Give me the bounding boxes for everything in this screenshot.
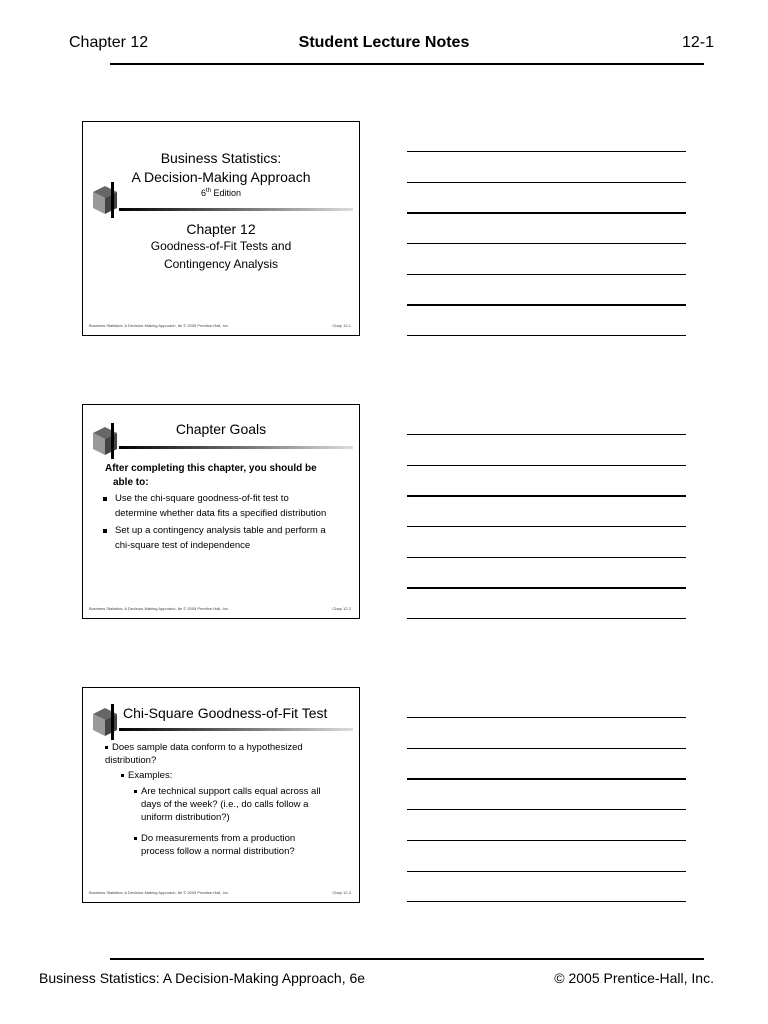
- note-line: [407, 871, 686, 872]
- note-line: [407, 748, 686, 749]
- slide-intro: After completing this chapter, you should be able to:: [105, 463, 317, 488]
- footer-copyright: © 2005 Prentice-Hall, Inc.: [554, 970, 714, 986]
- list-item: Use the chi-square goodness-of-fit test to determine whether data fits a specified distribution: [103, 491, 355, 521]
- note-line: [407, 304, 686, 306]
- note-line: [407, 778, 686, 780]
- header-chapter: Chapter 12: [69, 34, 149, 51]
- note-line: [407, 243, 686, 244]
- footer-book-title: Business Statistics: A Decision-Making Approach, 6e: [39, 970, 366, 986]
- header-title: Student Lecture Notes: [298, 34, 470, 51]
- note-line: [407, 717, 686, 718]
- note-line: [407, 840, 686, 841]
- note-line: [407, 587, 686, 589]
- slide-edition: 6th Edition: [200, 188, 242, 198]
- slide-footer-right: Chap 12-1: [332, 323, 351, 328]
- slide-title-line2: A Decision-Making Approach: [131, 169, 311, 185]
- header-rule: [110, 63, 704, 65]
- note-line: [407, 182, 686, 183]
- note-line: [407, 901, 686, 902]
- slide-title-divider: [119, 208, 353, 211]
- slide-title: Chapter Goals: [175, 421, 267, 437]
- note-line: [407, 618, 686, 619]
- note-line: [407, 151, 686, 152]
- slide-footer-right: Chap 12-3: [332, 890, 351, 895]
- list-item: Examples:: [121, 769, 321, 782]
- list-item: Do measurements from a production process follow a normal distribution?: [134, 832, 356, 858]
- slide-footer-left: Business Statistics: A Decision-Making Approach, 6e © 2005 Prentice-Hall, Inc.: [89, 890, 229, 895]
- note-line: [407, 274, 686, 275]
- note-line: [407, 335, 686, 336]
- slide-subtitle-line2: Contingency Analysis: [163, 257, 279, 271]
- slide-3: [82, 687, 360, 903]
- note-line: [407, 526, 686, 527]
- slide-title-divider: [119, 446, 353, 449]
- slide-footer-left: Business Statistics: A Decision-Making Approach, 6e © 2005 Prentice-Hall, Inc.: [89, 606, 229, 611]
- slide-subtitle-line1: Goodness-of-Fit Tests and: [150, 239, 292, 253]
- list-item: Are technical support calls equal across all days of the week? (i.e., do calls follow a uniform distribution?): [134, 785, 356, 824]
- slide-title: Chi-Square Goodness-of-Fit Test: [123, 705, 328, 721]
- slide-1: [82, 121, 360, 336]
- bullet-icon: [103, 497, 107, 501]
- bullet-icon: [134, 790, 137, 793]
- bullet-icon: [134, 837, 137, 840]
- slide-footer-left: Business Statistics: A Decision-Making Approach, 6e © 2005 Prentice-Hall, Inc.: [89, 323, 229, 328]
- footer-rule: [110, 958, 704, 960]
- bullet-icon: [103, 529, 107, 533]
- slide-title-line1: Business Statistics:: [160, 150, 282, 166]
- slide-chapter: Chapter 12: [186, 221, 256, 237]
- note-line: [407, 434, 686, 435]
- bullet-icon: [121, 774, 124, 777]
- note-line: [407, 495, 686, 497]
- list-item: Does sample data conform to a hypothesized distribution?: [105, 742, 303, 766]
- note-line: [407, 212, 686, 214]
- note-line: [407, 465, 686, 466]
- slide-footer-right: Chap 12-2: [332, 606, 351, 611]
- decorative-logo-icon: [91, 704, 121, 740]
- bullet-icon: [105, 746, 108, 749]
- slide-2: [82, 404, 360, 619]
- list-item: Set up a contingency analysis table and perform a chi-square test of independence: [103, 523, 355, 553]
- header-page-number: 12-1: [681, 34, 714, 51]
- note-line: [407, 809, 686, 810]
- slide-title-divider: [119, 728, 353, 731]
- note-line: [407, 557, 686, 558]
